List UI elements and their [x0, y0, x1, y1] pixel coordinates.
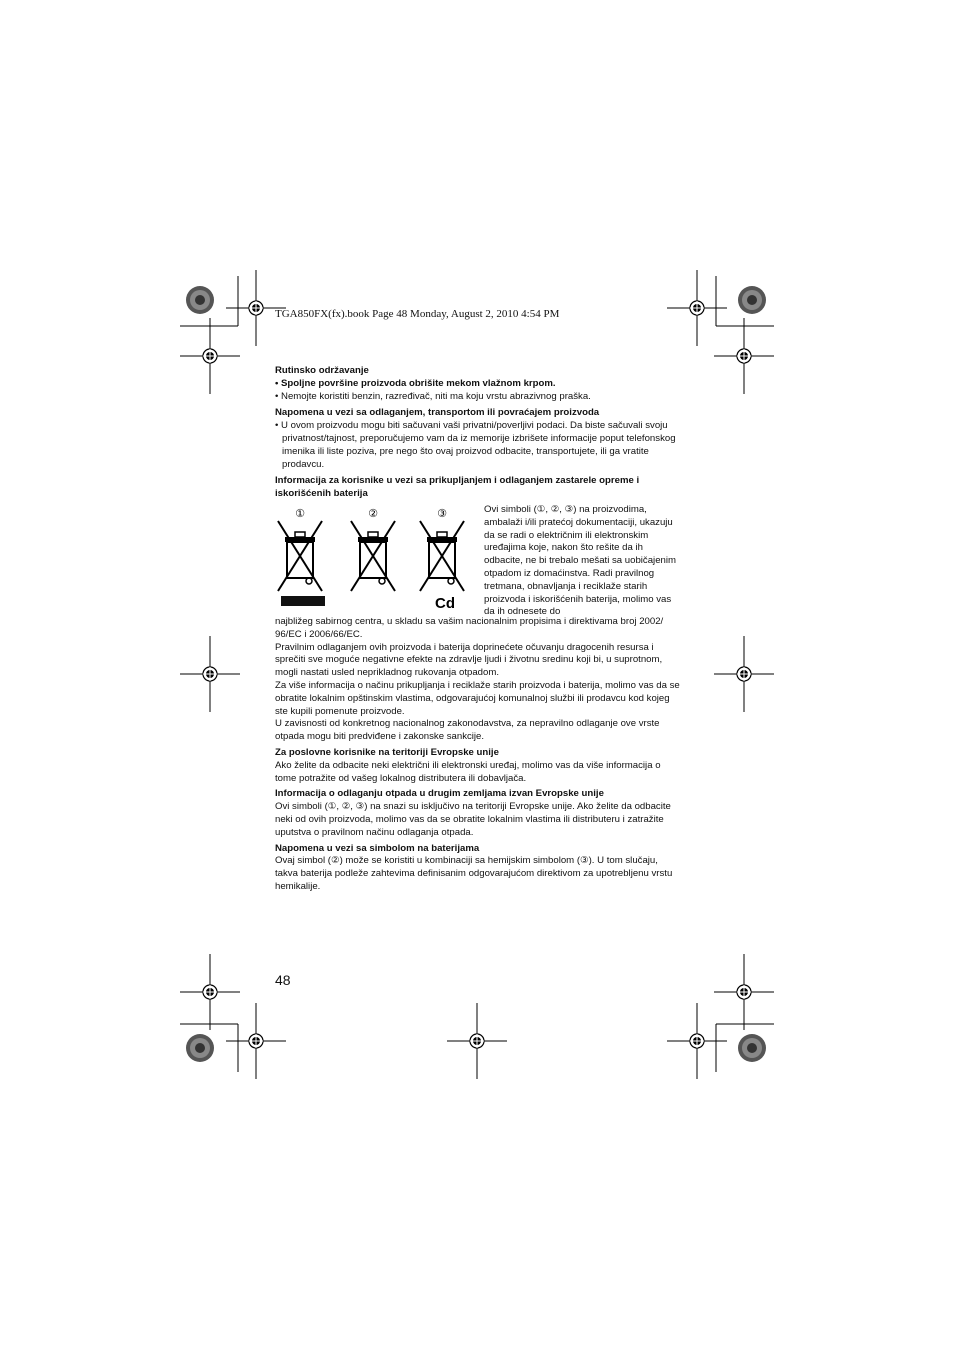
info-users-title: Informacija za korisnike u vezi sa prikupljanjem i odlaganjem zastarele opreme i iskorišćenih baterija [275, 475, 640, 500]
crossed-bin-icon [278, 521, 322, 591]
crossed-bin-icon [420, 521, 464, 591]
weee-symbols-block [275, 504, 680, 622]
registration-burst-icon [186, 1034, 214, 1062]
crosshair-icon [667, 1003, 727, 1079]
crosshair-icon [714, 636, 774, 712]
registration-burst-icon [738, 1034, 766, 1062]
symbol-3-label: ③ [437, 506, 447, 520]
symbol-2-label: ② [368, 506, 378, 520]
battery-title: Napomena u vezi sa simbolom na baterijama [275, 842, 480, 854]
business-title: Za poslovne korisnike na teritoriji Evropske unije [275, 746, 499, 758]
registration-burst-icon [738, 286, 766, 314]
outside-eu-title: Informacija o odlaganju otpada u drugim zemljama izvan Evropske unije [275, 788, 604, 800]
black-bar [281, 596, 325, 606]
routine-title: Rutinsko održavanje [275, 365, 369, 376]
info-users-paragraph: U zavisnosti od konkretnog nacionalnog zakonodavstva, za nepravilno odlaganje ove vrste otpada mogu biti predviđene i zakonske sankcije. [275, 718, 660, 743]
crosshair-icon [226, 1003, 286, 1079]
crosshair-icon [180, 636, 240, 712]
disposal-note-bullet: • U ovom proizvodu mogu biti sačuvani vaši privatni/poverljivi podaci. Da biste sačuvali svoju privatnost/tajnost, preporučujemo vam da iz memorije izbrišete informacije poput telefonskog imenika ili liste poziva, pre nego što ovaj proizvod odbacite, transportujete, ili ga vratite prodavcu. [275, 420, 676, 470]
business-text: Ako želite da odbacite neki električni ili elektronski uređaj, molimo vas da više informacija o tome potražite od vašeg lokalnog distributera ili dobavljača. [275, 759, 661, 784]
routine-bullet: • Spoljne površine proizvoda obrišite mekom vlažnom krpom. [275, 377, 556, 389]
battery-text: Ovaj simbol (②) može se koristiti u kombinaciji sa hemijskim simbolom (③). U tom slučaju, takva baterija podleže zahtevima definisanim odgovarajućom direktivom za upotrebljenu vrstu hemikalije. [275, 855, 673, 892]
info-users-paragraph: Za više informacija o načinu prikupljanja i reciklaže starih proizvoda i baterija, molimo vas da se obratite lokalnim opštinskim vlastima, odgovarajućoj komunalnoj službi ili prodavcu kod kojeg ste kupili pomenute proizvode. [275, 679, 680, 717]
page-content [275, 362, 680, 894]
registration-burst-icon [186, 286, 214, 314]
symbol-1-label: ① [295, 506, 305, 520]
crosshair-icon [714, 954, 774, 1030]
info-users-paragraph: Pravilnim odlaganjem ovih proizvoda i baterija doprinećete očuvanju dragocenih resursa i sprečiti sve moguće negativne efekte na zdravlje ljudi i životnu sredinu koji bi, u suprotnom, mogli nastati usled neprikladnog rukovanja otpadom. [275, 641, 663, 679]
disposal-note-title: Napomena u vezi sa odlaganjem, transportom ili povraćajem proizvoda [275, 407, 600, 419]
crosshair-icon [180, 954, 240, 1030]
crosshair-icon [667, 270, 727, 346]
crossed-bin-icon [351, 521, 395, 591]
crosshair-icon [180, 318, 240, 394]
cd-label: Cd [435, 594, 455, 612]
info-users-paragraph: najbližeg sabirnog centra, u skladu sa vašim nacionalnim propisima i direktivama broj 2002/ 96/EC i 2006/66/EC. [275, 615, 664, 640]
crossed-bin-icons [275, 504, 480, 614]
page-number: 48 [275, 972, 291, 988]
outside-eu-text: Ovi simboli (①, ②, ③) na snazi su isključivo na teritoriji Evropske unije. Ako želite da odbacite neki od ovih proizvoda, molimo vas da se obratite lokalnim vlastima ili distributeru i zatražite uputstva o pravilnom načinu odlaganja otpada. [275, 801, 671, 838]
routine-bullet: • Nemojte koristiti benzin, razređivač, niti ma koju vrstu abrazivnog praška. [275, 390, 591, 402]
crosshair-icon [714, 318, 774, 394]
print-header: TGA850FX(fx).book Page 48 Monday, August 2, 2010 4:54 PM [275, 308, 560, 320]
crosshair-icon [447, 1003, 507, 1079]
symbols-description: Ovi simboli (①, ②, ③) na proizvodima, ambalaži i/ili pratećoj dokumentaciji, ukazuju da se radi o električnim ili elektronskim uređajima koje, nakon što rešite da ih odbacite, ne bi trebalo mešati sa uobičajenim otpadom iz domaćinstva. Radi pravilnog tretmana, obnavljanja i reciklaže starih proizvoda i iskorišćenih baterija, molimo vas da ih odnesete do [484, 503, 676, 618]
